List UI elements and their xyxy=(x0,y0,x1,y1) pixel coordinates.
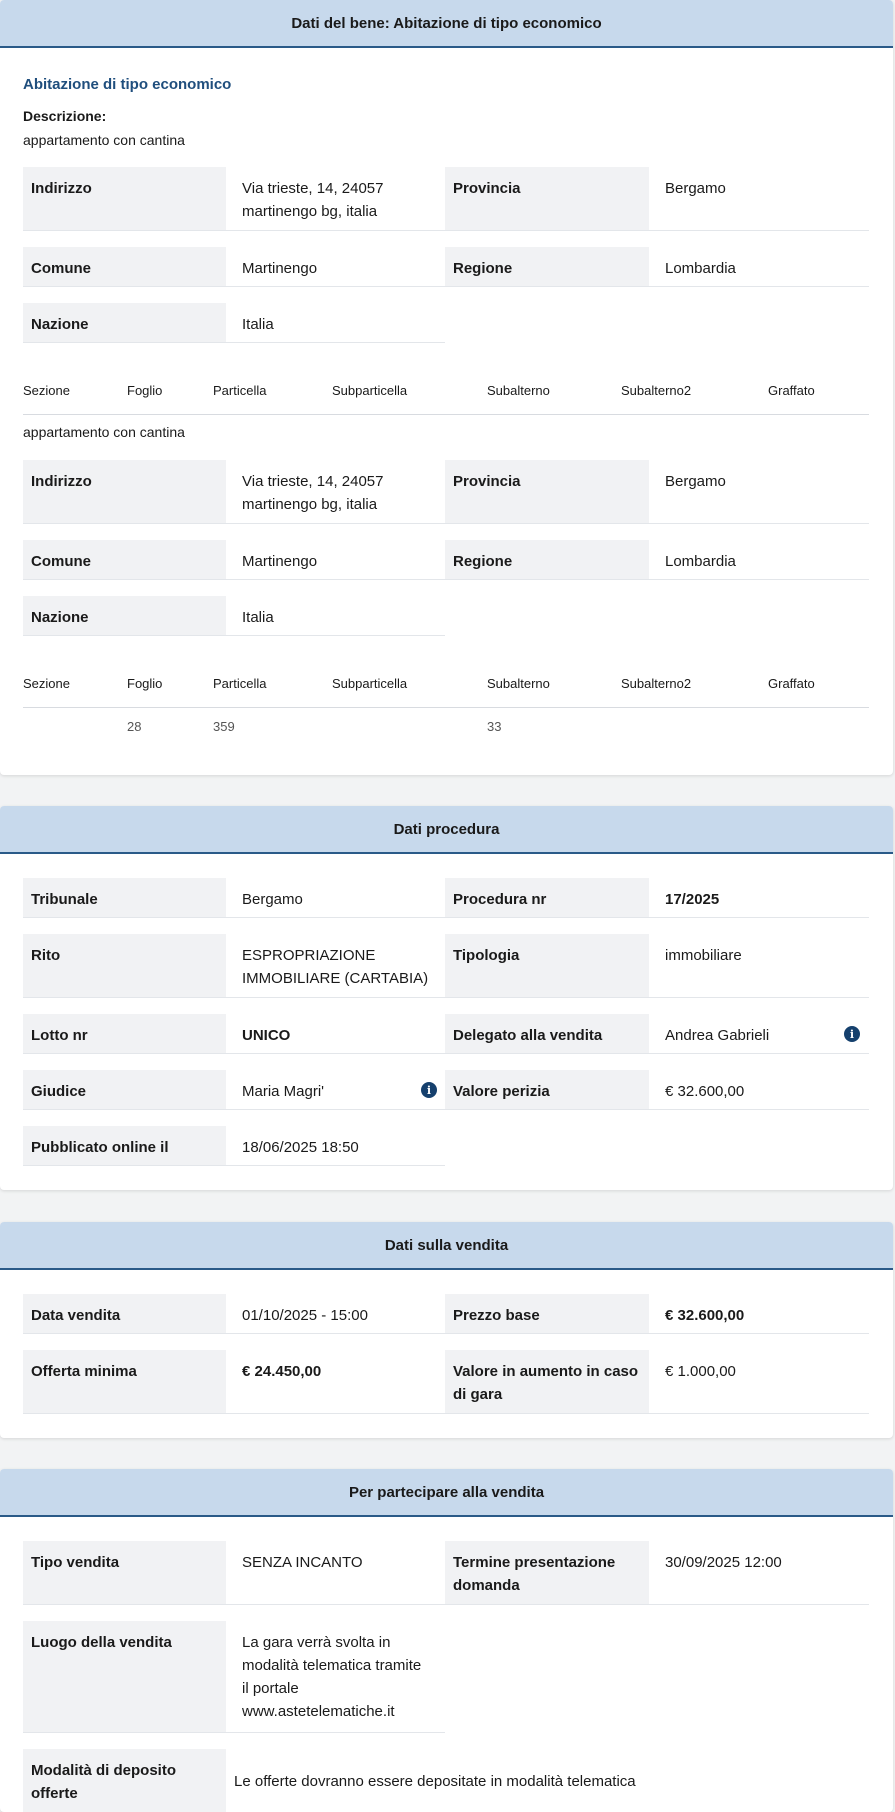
nazione-value: Italia xyxy=(226,303,445,343)
perizia-value: € 32.600,00 xyxy=(649,1070,869,1110)
giudice-label: Giudice xyxy=(23,1070,226,1110)
tipologia-value: immobiliare xyxy=(649,934,869,998)
tribunale-label: Tribunale xyxy=(23,878,226,918)
perizia-label: Valore perizia xyxy=(445,1070,649,1110)
card-header: Per partecipare alla vendita xyxy=(0,1469,893,1517)
catasto-header-sezione: Sezione xyxy=(23,676,70,691)
aumento-label: Valore in aumento in caso di gara xyxy=(445,1350,649,1414)
regione-value: Lombardia xyxy=(649,247,869,287)
card-header: Dati procedura xyxy=(0,806,893,854)
catasto-header-graffato: Graffato xyxy=(768,383,815,398)
prezzo-base-label: Prezzo base xyxy=(445,1294,649,1334)
catasto-header-particella: Particella xyxy=(213,676,267,691)
comune-label: Comune xyxy=(23,247,226,287)
giudice-value: Maria Magri' xyxy=(226,1070,445,1110)
catasto-header-subalterno2: Subalterno2 xyxy=(621,383,692,398)
catasto-particella-value: 359 xyxy=(213,719,235,734)
catasto-header-sezione: Sezione xyxy=(23,383,70,398)
delegato-info-icon[interactable]: i xyxy=(844,1026,860,1042)
catasto-header-particella: Particella xyxy=(213,383,267,398)
delegato-value: Andrea Gabrieli xyxy=(649,1014,869,1054)
nazione-label: Nazione xyxy=(23,596,226,636)
regione-value: Lombardia xyxy=(649,540,869,580)
indirizzo-label: Indirizzo xyxy=(23,167,226,231)
descrizione-label: Descrizione: xyxy=(23,108,107,124)
provincia-label: Provincia xyxy=(445,167,649,231)
termine-label: Termine presentazione domanda xyxy=(445,1541,649,1605)
provincia-value: Bergamo xyxy=(649,460,869,524)
catasto-header-foglio: Foglio xyxy=(127,383,163,398)
bene-subtitle: Abitazione di tipo economico xyxy=(23,76,232,93)
luogo-value: La gara verrà svolta in modalità telematica tramite il portale www.astetelematiche.it xyxy=(226,1621,445,1733)
tipo-vendita-value: SENZA INCANTO xyxy=(226,1541,445,1605)
card-dati-vendita xyxy=(0,1222,893,1438)
catasto-header-subalterno: Subalterno xyxy=(487,676,550,691)
termine-value: 30/09/2025 12:00 xyxy=(649,1541,869,1605)
regione-label: Regione xyxy=(445,247,649,287)
pubblicato-label: Pubblicato online il xyxy=(23,1126,226,1166)
deposito-value: Le offerte dovranno essere depositate in modalità telematica xyxy=(234,1773,636,1790)
nazione-value: Italia xyxy=(226,596,445,636)
procedura-value: 17/2025 xyxy=(649,878,869,918)
giudice-info-icon[interactable]: i xyxy=(421,1082,437,1098)
immobile-descrizione: appartamento con cantina xyxy=(23,424,185,440)
catasto-subalterno-value: 33 xyxy=(487,719,502,734)
data-vendita-value: 01/10/2025 - 15:00 xyxy=(226,1294,445,1334)
offerta-minima-label: Offerta minima xyxy=(23,1350,226,1414)
delegato-label: Delegato alla vendita xyxy=(445,1014,649,1054)
comune-value: Martinengo xyxy=(226,540,445,580)
comune-label: Comune xyxy=(23,540,226,580)
card-dati-procedura xyxy=(0,806,893,1190)
descrizione-value: appartamento con cantina xyxy=(23,132,185,148)
indirizzo-label: Indirizzo xyxy=(23,460,226,524)
data-vendita-label: Data vendita xyxy=(23,1294,226,1334)
catasto-header-foglio: Foglio xyxy=(127,676,163,691)
luogo-label: Luogo della vendita xyxy=(23,1621,226,1733)
aumento-value: € 1.000,00 xyxy=(649,1350,869,1414)
catasto-header-subparticella: Subparticella xyxy=(332,383,408,398)
lotto-value: UNICO xyxy=(226,1014,445,1054)
catasto-foglio-value: 28 xyxy=(127,719,142,734)
card-header: Dati del bene: Abitazione di tipo economico xyxy=(0,0,893,48)
catasto-divider xyxy=(23,707,869,708)
regione-label: Regione xyxy=(445,540,649,580)
card-dati-bene xyxy=(0,0,893,775)
catasto-header-subalterno: Subalterno xyxy=(487,383,550,398)
nazione-label: Nazione xyxy=(23,303,226,343)
indirizzo-value: Via trieste, 14, 24057 martinengo bg, italia xyxy=(226,460,445,524)
catasto-header-subparticella: Subparticella xyxy=(332,676,408,691)
provincia-value: Bergamo xyxy=(649,167,869,231)
provincia-label: Provincia xyxy=(445,460,649,524)
comune-value: Martinengo xyxy=(226,247,445,287)
indirizzo-value: Via trieste, 14, 24057 martinengo bg, italia xyxy=(226,167,445,231)
catasto-divider xyxy=(23,414,869,415)
card-header: Dati sulla vendita xyxy=(0,1222,893,1270)
rito-label: Rito xyxy=(23,934,226,998)
tipologia-label: Tipologia xyxy=(445,934,649,998)
deposito-label: Modalità di deposito offerte xyxy=(23,1749,226,1812)
catasto-header-graffato: Graffato xyxy=(768,676,815,691)
catasto-header-subalterno2: Subalterno2 xyxy=(621,676,692,691)
procedura-label: Procedura nr xyxy=(445,878,649,918)
lotto-label: Lotto nr xyxy=(23,1014,226,1054)
card-partecipare xyxy=(0,1469,893,1812)
prezzo-base-value: € 32.600,00 xyxy=(649,1294,869,1334)
tipo-vendita-label: Tipo vendita xyxy=(23,1541,226,1605)
rito-value: ESPROPRIAZIONE IMMOBILIARE (CARTABIA) xyxy=(226,934,445,998)
pubblicato-value: 18/06/2025 18:50 xyxy=(226,1126,445,1166)
offerta-minima-value: € 24.450,00 xyxy=(226,1350,445,1414)
tribunale-value: Bergamo xyxy=(226,878,445,918)
